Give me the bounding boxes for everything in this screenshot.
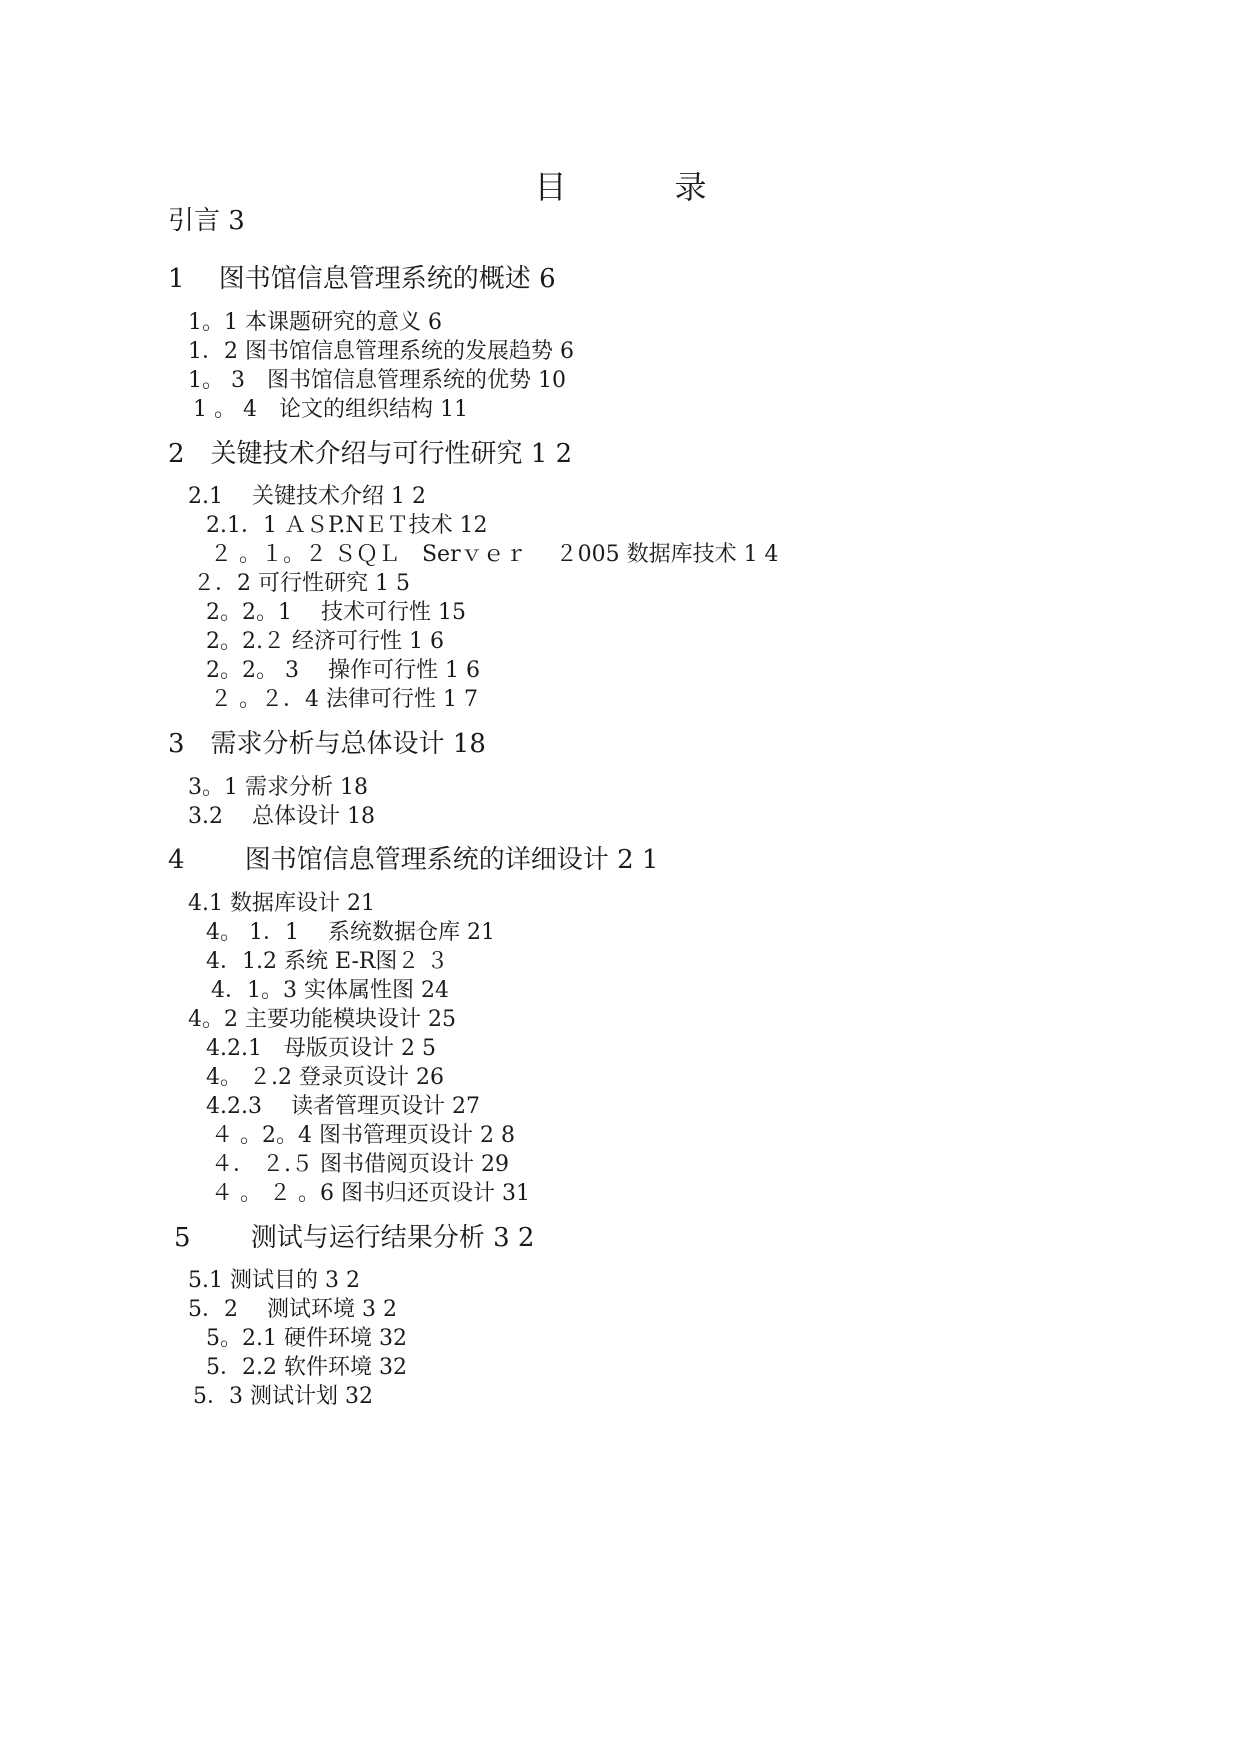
toc-entry-chapter-3: 3 需求分析与总体设计 18 <box>168 729 486 759</box>
toc-entry-1-3: 1。 3 图书馆信息管理系统的优势 10 <box>188 368 566 393</box>
toc-entry-intro: 引言 3 <box>168 206 245 236</box>
toc-entry-3-1: 3。1 需求分析 18 <box>188 775 368 800</box>
toc-entry-4-2-3: 4.2.3 读者管理页设计 27 <box>206 1094 480 1119</box>
toc-entry-chapter-2: 2 关键技术介绍与可行性研究 1 2 <box>168 439 573 469</box>
toc-entry-1-4: 1 。 4 论文的组织结构 11 <box>193 397 468 422</box>
toc-entry-5-2-2: 5．2.2 软件环境 32 <box>206 1355 407 1380</box>
toc-entry-5-3: 5．3 测试计划 32 <box>193 1384 373 1409</box>
page-title: 目 录 <box>534 168 745 206</box>
toc-entry-chapter-1: 1 图书馆信息管理系统的概述 6 <box>168 264 556 294</box>
toc-entry-2-1-2: ２ 。１。２ ＳＱＬ Serｖｅｒ ２005 数据库技术 1 4 <box>210 542 779 567</box>
toc-entry-2-2: ２．2 可行性研究 1 5 <box>193 571 410 596</box>
toc-entry-4-2-4: ４ 。2。4 图书管理页设计 2 8 <box>211 1123 515 1148</box>
toc-entry-4-1: 4.1 数据库设计 21 <box>188 891 375 916</box>
toc-entry-chapter-4: 4 图书馆信息管理系统的详细设计 2 1 <box>168 845 659 875</box>
toc-entry-2-1: 2.1 关键技术介绍 1 2 <box>188 484 426 509</box>
toc-entry-2-2-3: 2。2。 3 操作可行性 1 6 <box>206 658 480 683</box>
toc-entry-2-2-4: ２ 。２．4 法律可行性 1 7 <box>210 687 478 712</box>
toc-entry-2-1-1: 2.1．1 ＡＳP.NＥＴ技术 12 <box>206 513 488 538</box>
toc-entry-4-1-1: 4。 1．1 系统数据仓库 21 <box>206 920 495 945</box>
toc-entry-2-2-1: 2。2。1 技术可行性 15 <box>206 600 466 625</box>
toc-entry-5-2-1: 5。2.1 硬件环境 32 <box>206 1326 407 1351</box>
toc-entry-1-2: 1．2 图书馆信息管理系统的发展趋势 6 <box>188 339 574 364</box>
toc-entry-2-2-2: 2。2.２ 经济可行性 1 6 <box>206 629 444 654</box>
toc-entry-4-1-3: 4．1。3 实体属性图 24 <box>211 978 449 1003</box>
toc-entry-4-2-1: 4.2.1 母版页设计 2 5 <box>206 1036 436 1061</box>
toc-entry-4-2: 4。2 主要功能模块设计 25 <box>188 1007 456 1032</box>
toc-entry-5-2: 5．2 测试环境 3 2 <box>188 1297 397 1322</box>
toc-entry-1-1: 1。1 本课题研究的意义 6 <box>188 310 442 335</box>
toc-entry-4-1-2: 4．1.2 系统 E-R图２ ３ <box>206 949 449 974</box>
toc-entry-4-2-2: 4。 ２.2 登录页设计 26 <box>206 1065 444 1090</box>
toc-entry-chapter-5: 5 测试与运行结果分析 3 2 <box>174 1223 535 1253</box>
toc-entry-3-2: 3.2 总体设计 18 <box>188 804 375 829</box>
toc-entry-5-1: 5.1 测试目的 3 2 <box>188 1268 360 1293</box>
toc-entry-4-2-5: ４． ２.５ 图书借阅页设计 29 <box>211 1152 509 1177</box>
toc-entry-4-2-6: ４ 。 ２ 。6 图书归还页设计 31 <box>211 1181 530 1206</box>
